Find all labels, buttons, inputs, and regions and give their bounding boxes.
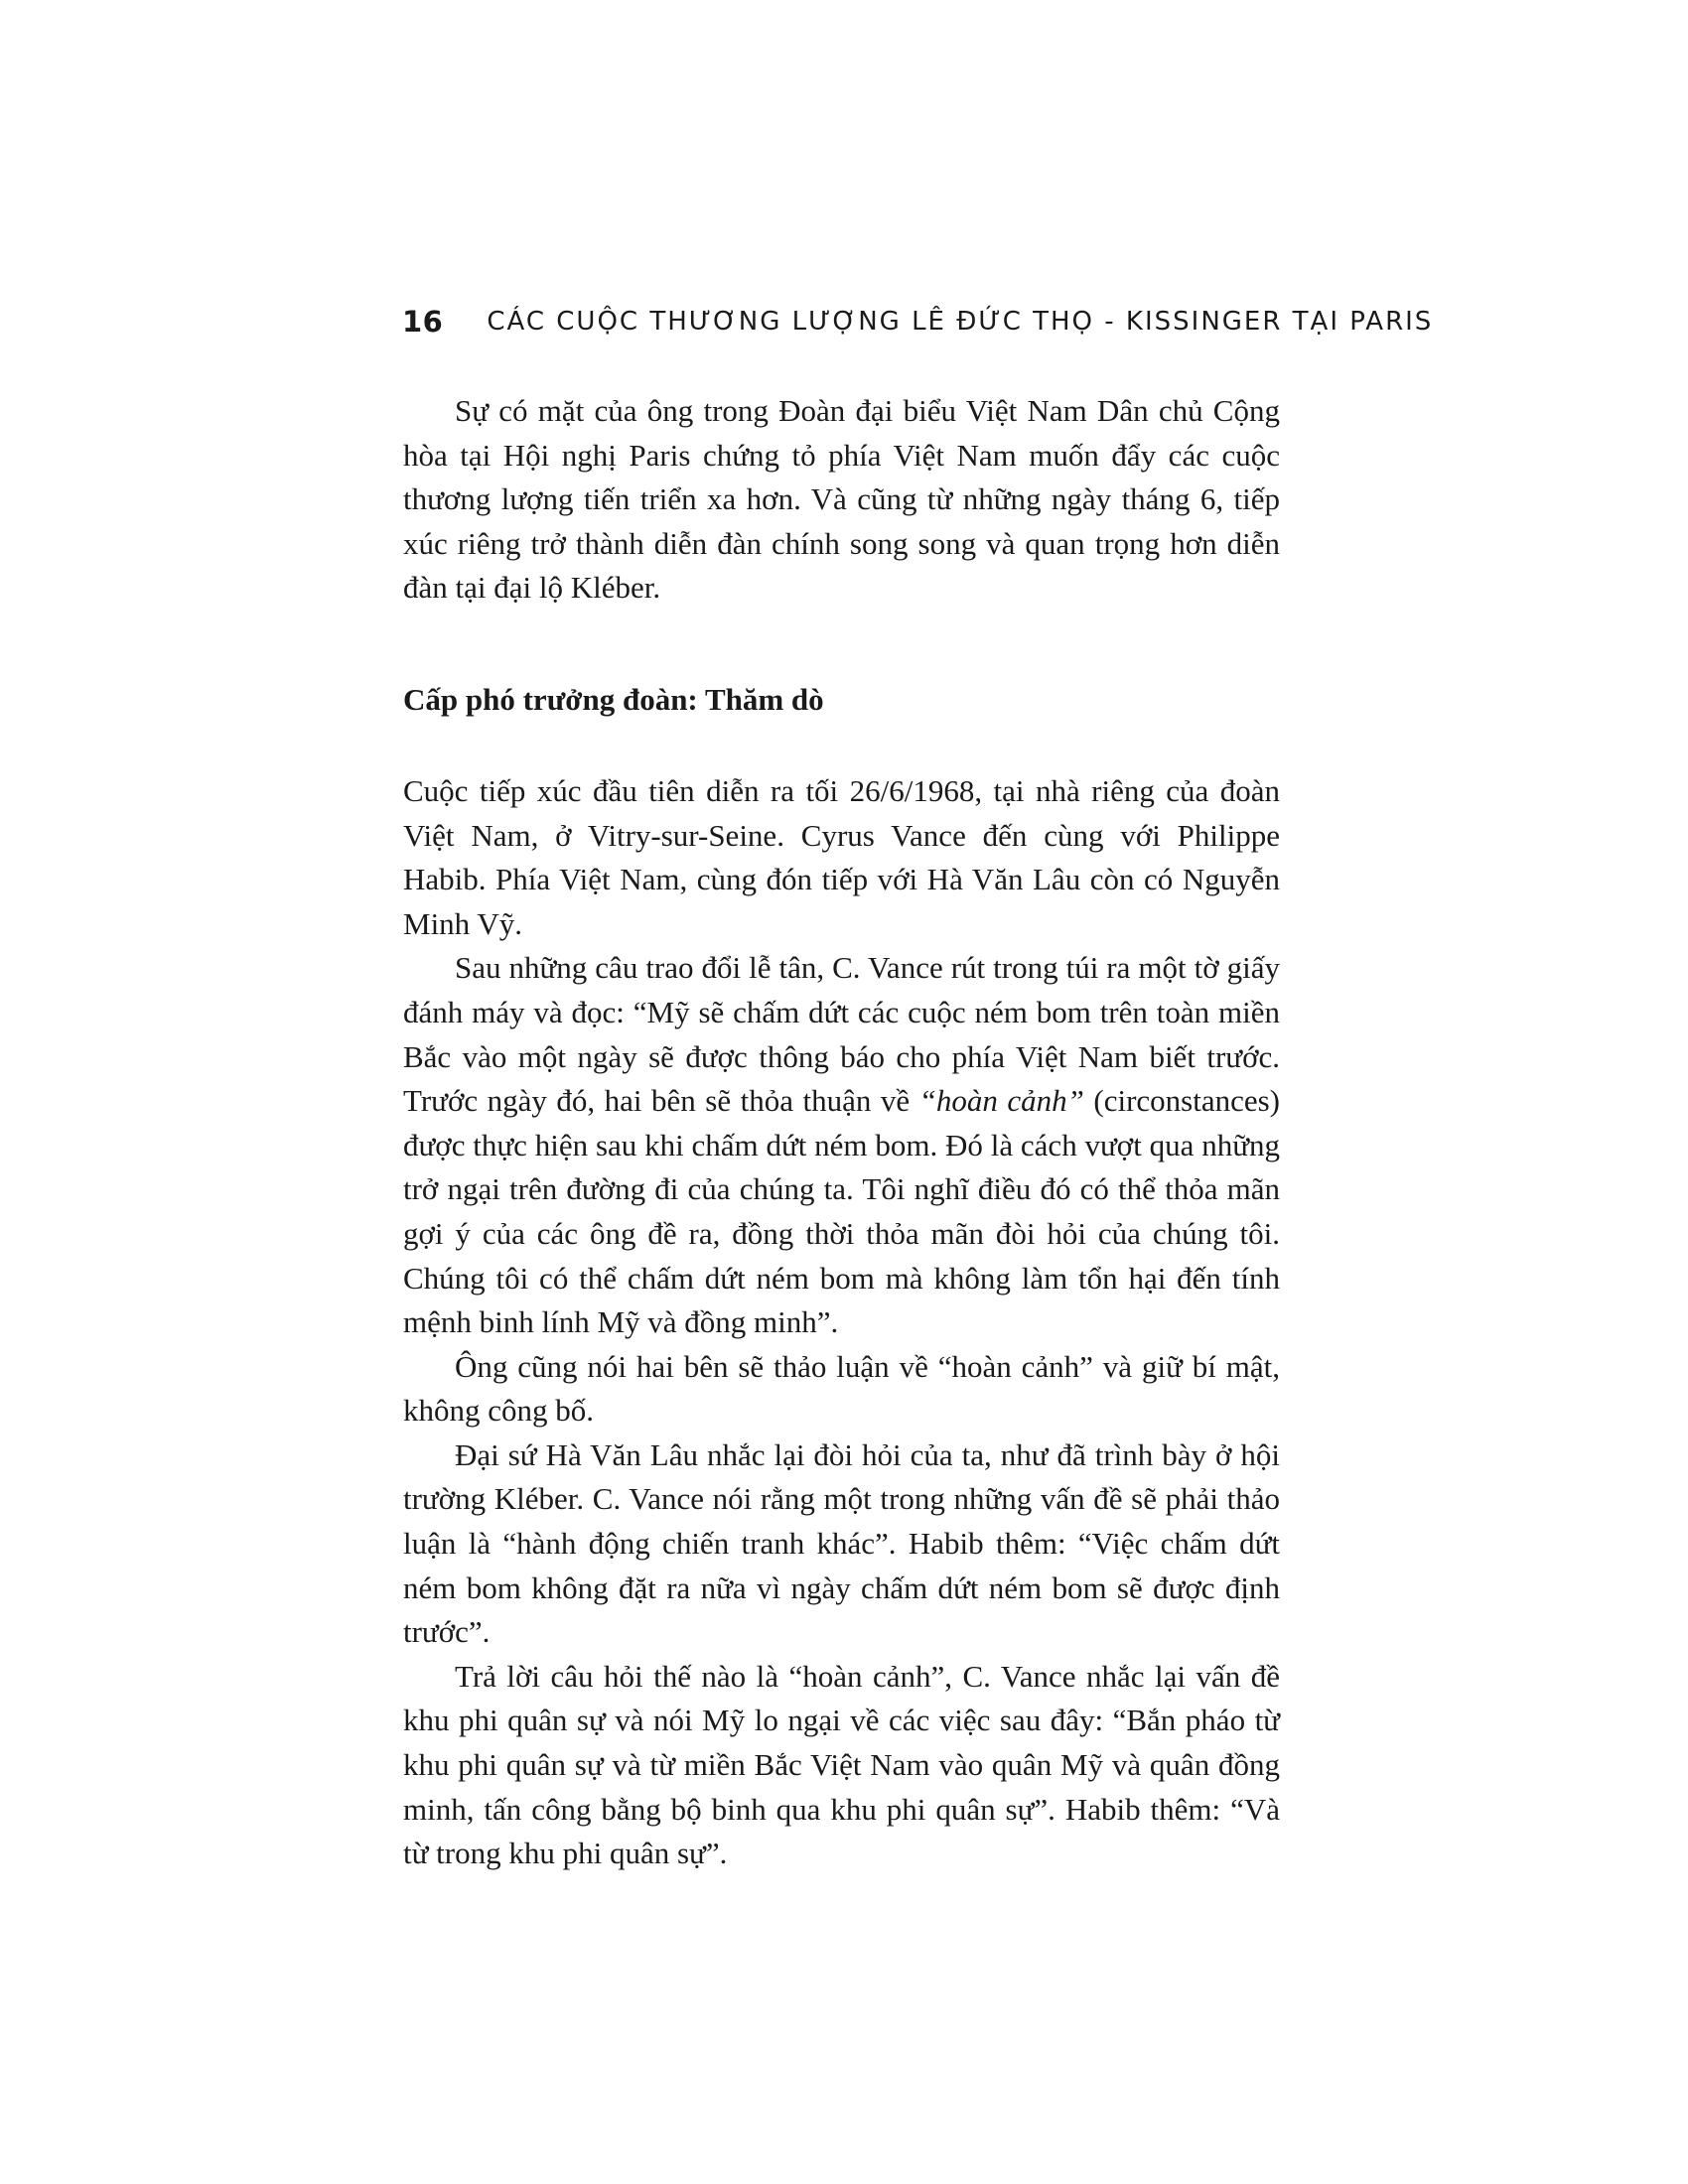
paragraph-2-start: Sau những câu trao đổi lễ tân, C. Vance rút trong túi ra một tờ giấy đánh máy và đọc: “Mỹ sẽ chấm dứt các cuộc ném bom trên toàn miền Bắc vào một ngày sẽ được thông báo cho phía Việt Nam biết trước. Trước ngày đó, hai bên sẽ thỏa thuận về bbox=[403, 950, 1280, 1119]
intro-paragraph: Sự có mặt của ông trong Đoàn đại biểu Việt Nam Dân chủ Cộng hòa tại Hội nghị Paris chứng tỏ phía Việt Nam muốn đẩy các cuộc thương lượng tiến triển xa hơn. Và cũng từ những ngày tháng 6, tiếp xúc riêng trở thành diễn đàn chính song song và quan trọng hơn diễn đàn tại đại lộ Kléber. bbox=[403, 393, 1280, 606]
paragraph-3: Ông cũng nói hai bên sẽ thảo luận về “hoàn cảnh” và giữ bí mật, không công bố. bbox=[403, 1348, 1280, 1429]
page-number: 16 bbox=[402, 305, 444, 339]
paragraph-4: Đại sứ Hà Văn Lâu nhắc lại đòi hỏi của ta, như đã trình bày ở hội trường Kléber. C. Vance nói rằng một trong những vấn đề sẽ phải thảo luận là “hành động chiến tranh khác”. Habib thêm: “Việc chấm dứt ném bom không đặt ra nữa vì ngày chấm dứt ném bom sẽ được định trước”. bbox=[403, 1436, 1280, 1650]
paragraph-2-end: (circonstances) được thực hiện sau khi chấm dứt ném bom. Đó là cách vượt qua những trở ngại trên đường đi của chúng ta. Tôi nghĩ điều đó có thể thỏa mãn gợi ý của các ông đề ra, đồng thời thỏa mãn đòi hỏi của chúng tôi. Chúng tôi có thể chấm dứt ném bom mà không làm tổn hại đến tính mệnh binh lính Mỹ và đồng minh”. bbox=[403, 1083, 1280, 1340]
paragraph-2-italic-term: “hoàn cảnh” bbox=[918, 1083, 1084, 1119]
book-title: CÁC CUỘC THƯƠNG LƯỢNG LÊ ĐỨC THỌ - KISSINGER TẠI PARIS bbox=[487, 307, 1434, 337]
running-header bbox=[402, 301, 1434, 342]
paragraph-2 bbox=[403, 946, 1280, 1344]
paragraph-1: Cuộc tiếp xúc đầu tiên diễn ra tối 26/6/1968, tại nhà riêng của đoàn Việt Nam, ở Vitry-sur-Seine. Cyrus Vance đến cùng với Philippe Habib. Phía Việt Nam, cùng đón tiếp với Hà Văn Lâu còn có Nguyễn Minh Vỹ. bbox=[403, 772, 1280, 941]
paragraph-5: Trả lời câu hỏi thế nào là “hoàn cảnh”, C. Vance nhắc lại vấn đề khu phi quân sự và nói Mỹ lo ngại về các việc sau đây: “Bắn pháo từ khu phi quân sự và từ miền Bắc Việt Nam vào quân Mỹ và quân đồng minh, tấn công bằng bộ binh qua khu phi quân sự”. Habib thêm: “Và từ trong khu phi quân sự”. bbox=[403, 1658, 1280, 1871]
page-body bbox=[403, 389, 1280, 1876]
section-heading: Cấp phó trưởng đoàn: Thăm dò bbox=[403, 681, 824, 717]
